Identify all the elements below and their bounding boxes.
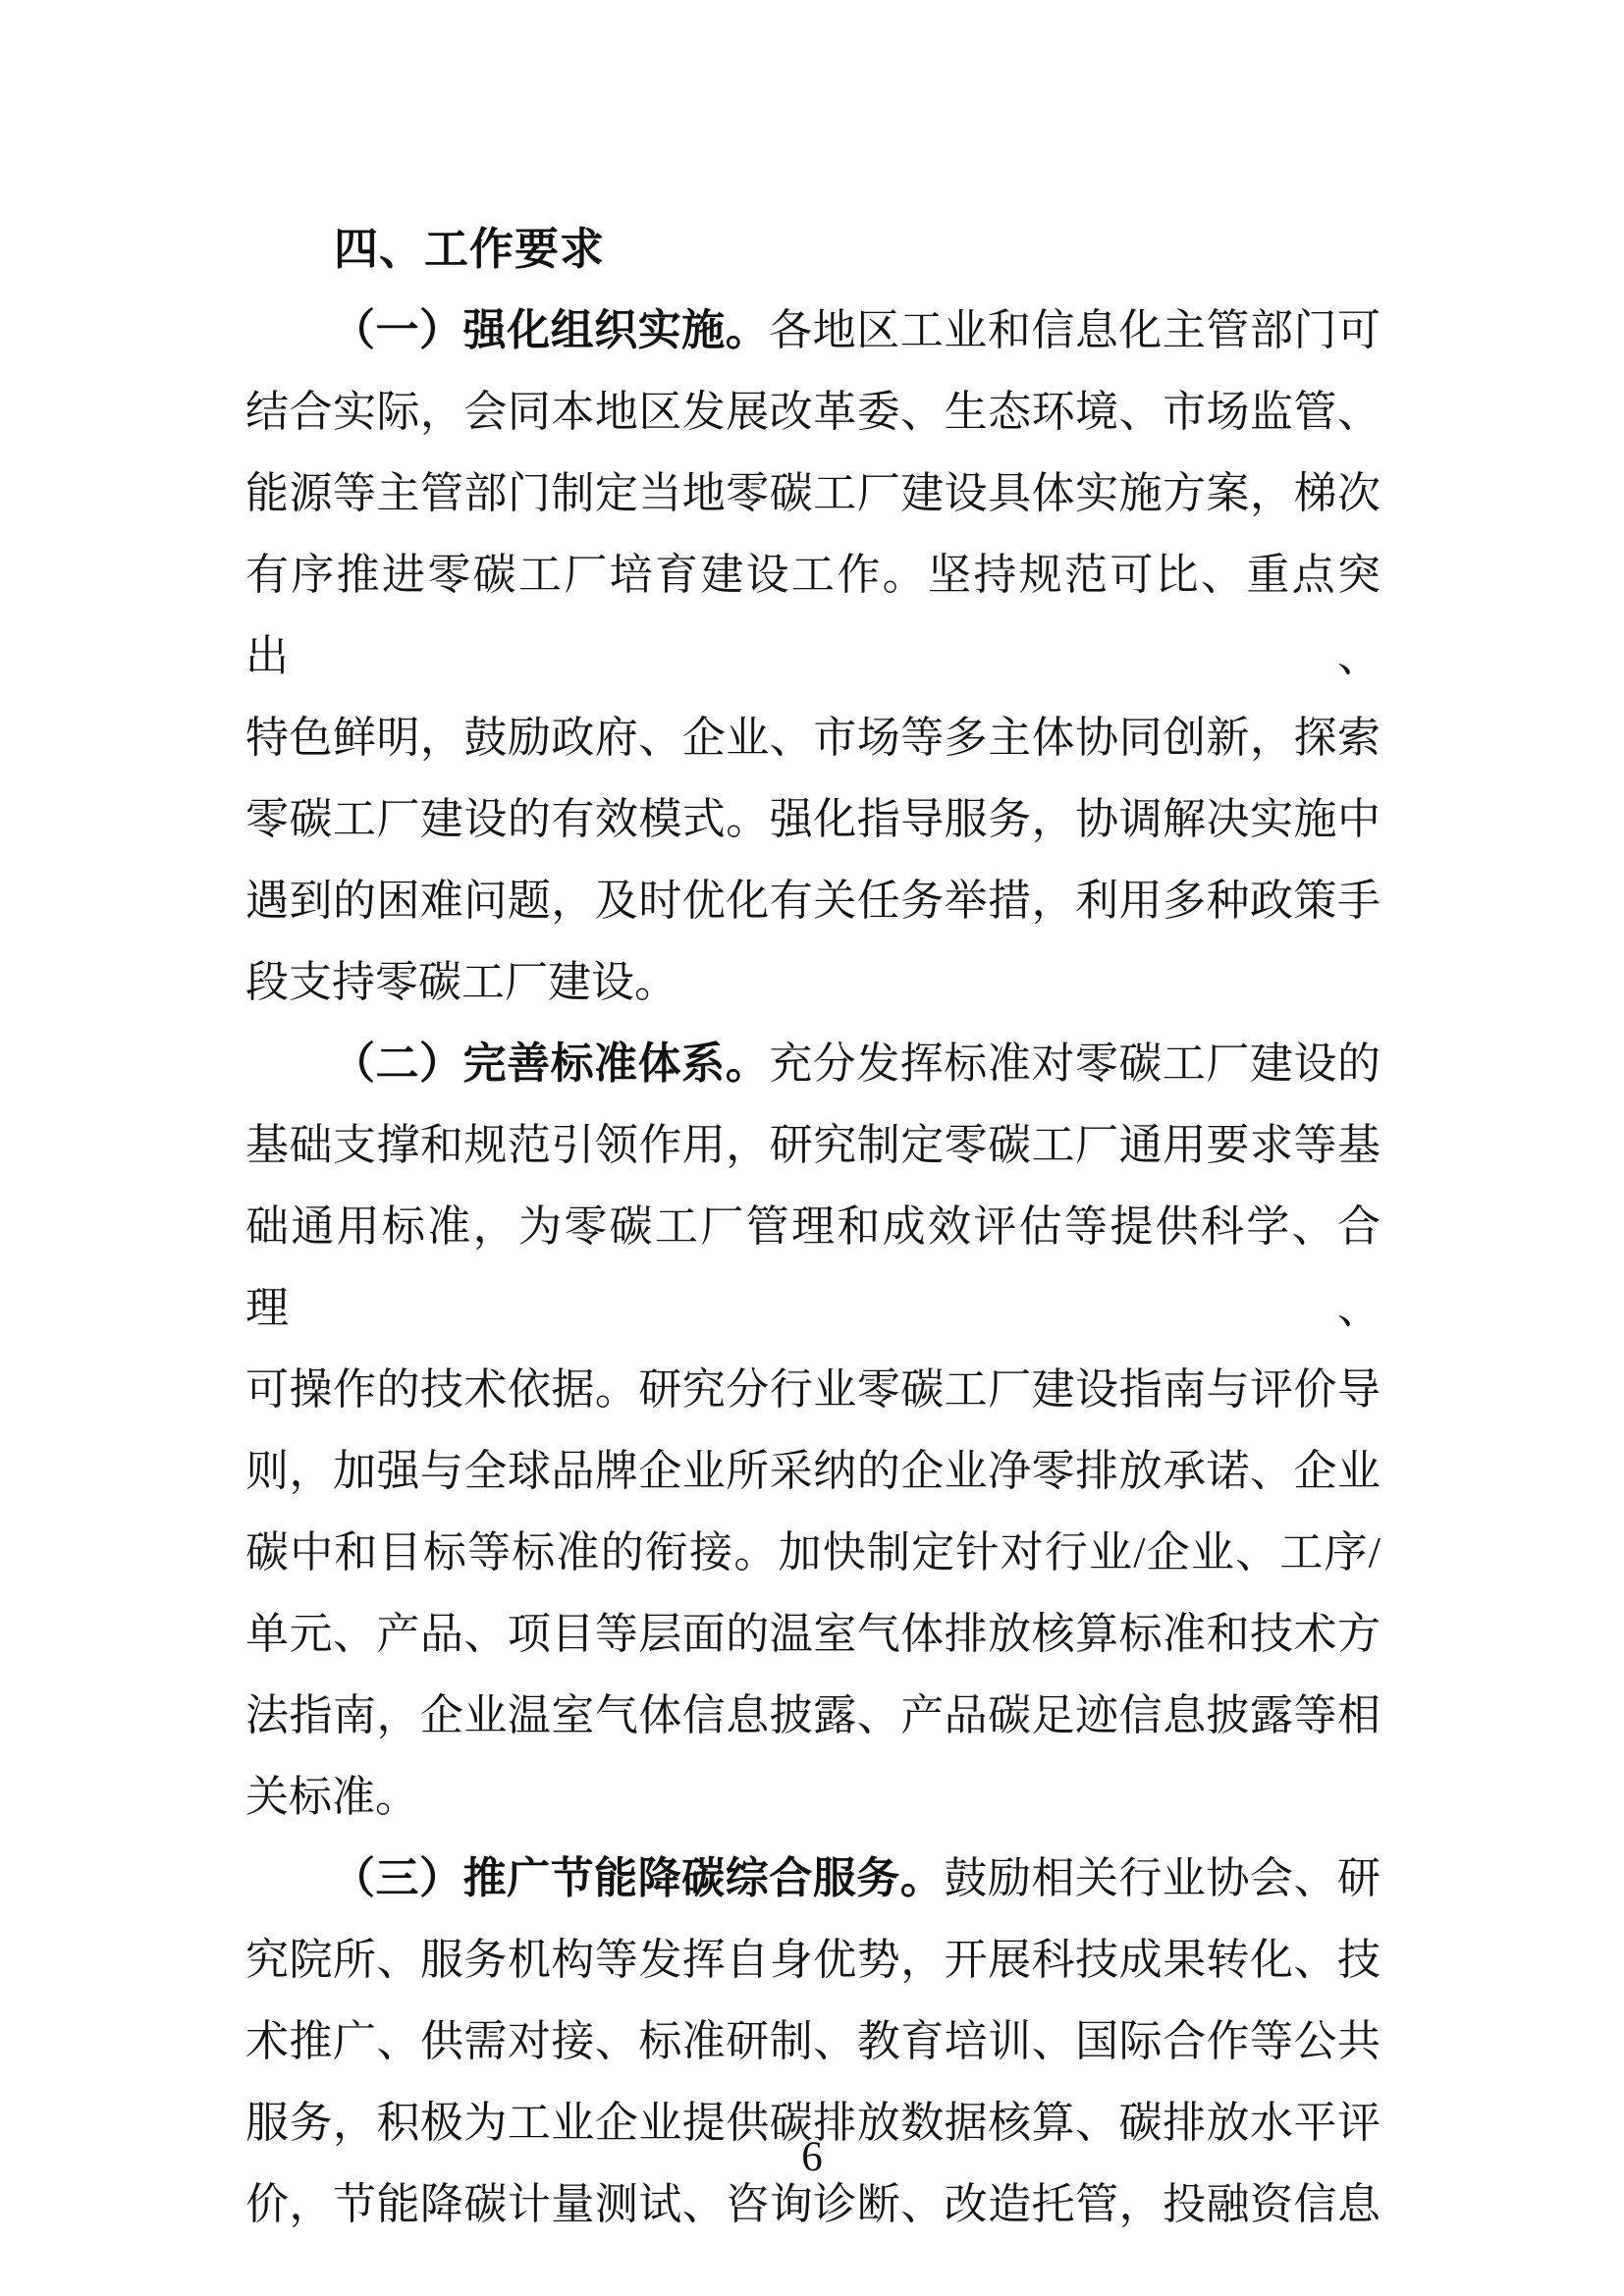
paragraph-1-line-3: 能源等主管部门制定当地零碳工厂建设具体实施方案，梯次	[245, 469, 1380, 517]
paragraph-1-line-7: 遇到的困难问题，及时优化有关任务举措，利用多种政策手	[245, 877, 1380, 925]
paragraph-1-line-1	[245, 290, 1380, 371]
paragraph-1-line-2: 结合实际，会同本地区发展改革委、生态环境、市场监管、	[245, 388, 1380, 436]
paragraph-1-line-1-rest: 各地区工业和信息化主管部门可	[769, 306, 1381, 354]
paragraph-1-line-8: 段支持零碳工厂建设。	[245, 958, 677, 1006]
paragraph-1-line-6: 零碳工厂建设的有效模式。强化指导服务，协调解决实施中	[245, 795, 1380, 843]
paragraph-2-line-1-rest: 充分发挥标准对零碳工厂建设的	[769, 1040, 1381, 1088]
paragraph-2-line-7: 单元、产品、项目等层面的温室气体排放核算标准和技术方	[245, 1610, 1380, 1658]
paragraph-2-line-8: 法指南，企业温室气体信息披露、产品碳足迹信息披露等相	[245, 1691, 1380, 1739]
paragraph-1-line-4: 有序推进零碳工厂培育建设工作。坚持规范可比、重点突出、	[245, 551, 1380, 680]
paragraph-2-line-2: 基础支撑和规范引领作用，研究制定零碳工厂通用要求等基	[245, 1121, 1380, 1169]
paragraph-1-lead: （一）强化组织实施。	[332, 306, 770, 354]
paragraph-3-line-1	[245, 1838, 1380, 1919]
text-block	[245, 208, 1380, 2245]
paragraph-2-line-1	[245, 1023, 1380, 1104]
paragraph-3-lead: （三）推广节能降碳综合服务。	[332, 1854, 945, 1902]
paragraph-2-line-3: 础通用标准，为零碳工厂管理和成效评估等提供科学、合理、	[245, 1202, 1380, 1332]
paragraph-3-line-3: 术推广、供需对接、标准研制、教育培训、国际合作等公共	[245, 2017, 1380, 2065]
paragraph-2-line-5: 则，加强与全球品牌企业所采纳的企业净零排放承诺、企业	[245, 1447, 1380, 1495]
paragraph-1-line-5: 特色鲜明，鼓励政府、企业、市场等多主体协同创新，探索	[245, 714, 1380, 762]
paragraph-2-line-4: 可操作的技术依据。研究分行业零碳工厂建设指南与评价导	[245, 1365, 1380, 1414]
paragraph-3-line-5: 价，节能降碳计量测试、咨询诊断、改造托管，投融资信息	[245, 2180, 1380, 2228]
paragraph-2-line-6: 碳中和目标等标准的衔接。加快制定针对行业/企业、工序/	[245, 1528, 1380, 1576]
paragraph-3-line-1-rest: 鼓励相关行业协会、研	[944, 1854, 1381, 1902]
section-heading: 四、工作要求	[334, 224, 606, 274]
paragraph-3-line-2: 究院所、服务机构等发挥自身优势，开展科技成果转化、技	[245, 1936, 1380, 1984]
paragraph-3-line-4: 服务，积极为工业企业提供碳排放数据核算、碳排放水平评	[245, 2099, 1380, 2147]
paragraph-2-line-9: 关标准。	[245, 1773, 418, 1821]
page-number: 6	[801, 2134, 823, 2180]
paragraph-2-lead: （二）完善标准体系。	[332, 1040, 770, 1088]
